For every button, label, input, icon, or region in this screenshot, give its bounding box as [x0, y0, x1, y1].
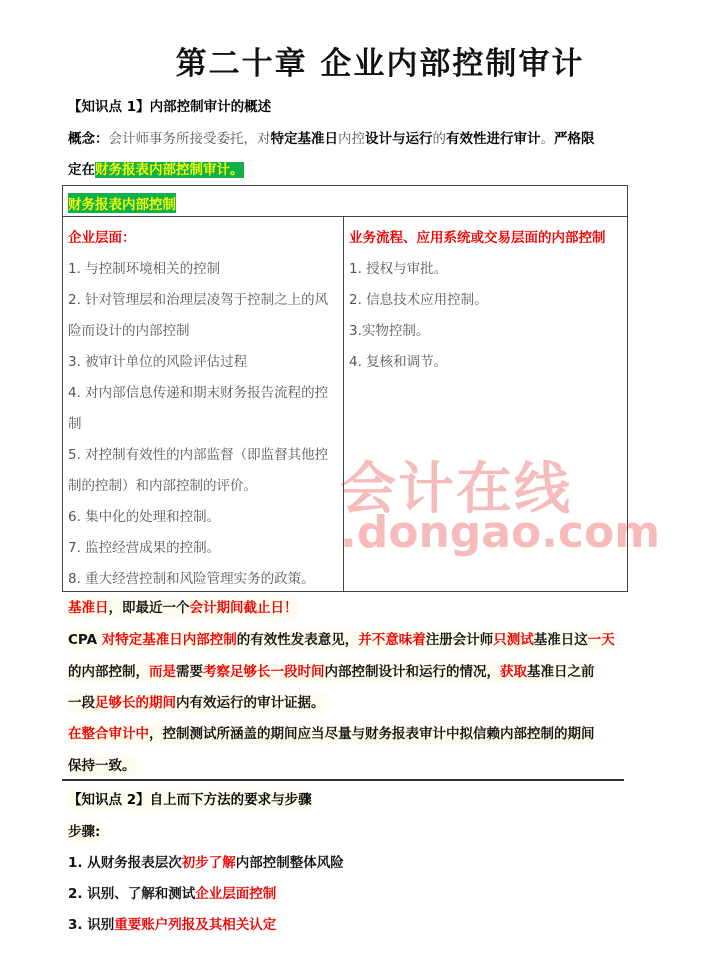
- text-segment: 设计与运行: [365, 131, 433, 147]
- text-segment: 足够长的期间: [95, 695, 176, 711]
- step-1: [68, 853, 344, 873]
- text-segment: 财务报表内部控制审计。: [95, 162, 244, 178]
- text-segment: 在整合审计中: [68, 726, 149, 742]
- text-segment: 内控: [338, 131, 365, 147]
- text-segment: 需要: [176, 664, 203, 680]
- paragraph-integrated-line-1: [68, 724, 595, 744]
- table-cell-line: 1. 授权与审批。: [349, 261, 448, 277]
- paragraph-base-date: [68, 598, 298, 618]
- text-segment: 而是: [149, 664, 176, 680]
- text-segment: 步骤:: [68, 824, 101, 840]
- text-segment: 。: [540, 131, 554, 147]
- step-2: [68, 884, 276, 904]
- table-cell-line: 2. 信息技术应用控制。: [349, 292, 488, 308]
- text-segment: 只测试: [493, 632, 534, 648]
- text-segment: 企业层面控制: [195, 886, 277, 902]
- knowledge-point-2-heading: [68, 790, 312, 810]
- text-segment: 有效性进行审计: [446, 131, 541, 147]
- text-segment: 重要账户列报及其相关认定: [114, 917, 277, 933]
- table-cell-line: 制的控制）和内部控制的评价。: [68, 478, 257, 494]
- text-segment: 保持一致。: [68, 758, 136, 774]
- text-segment: 特定基准日: [270, 131, 338, 147]
- process-level-title: 业务流程、应用系统或交易层面的内部控制: [349, 230, 606, 246]
- text-segment: 内部控制整体风险: [235, 855, 344, 871]
- table-cell-line: 3. 被审计单位的风险评估过程: [68, 354, 248, 370]
- table-cell-line: 7. 监控经营成果的控制。: [68, 540, 221, 556]
- table-cell-line: 制: [68, 416, 82, 432]
- table-cell-line: 4. 复核和调节。: [349, 354, 448, 370]
- text-segment: 2. 识别、了解和测试: [68, 886, 196, 902]
- text-segment: 内有效运行的审计证据。: [176, 695, 325, 711]
- text-segment: CPA: [68, 632, 102, 648]
- steps-label: [68, 822, 100, 842]
- table-cell-line: 险而设计的内部控制: [68, 323, 190, 339]
- internal-control-table: [62, 185, 628, 592]
- entity-level-column: [63, 216, 344, 591]
- paragraph-cpa-line-3: [68, 693, 325, 713]
- text-segment: 严格限: [554, 131, 595, 147]
- paragraph-cpa-line-2: [68, 662, 595, 682]
- text-segment: 会计师事务所接受委托，对: [108, 131, 271, 147]
- text-segment: 【知识点 1】内部控制审计的概述: [68, 99, 272, 115]
- table-header: 财务报表内部控制: [68, 193, 176, 213]
- process-level-column: [344, 216, 627, 591]
- text-segment: 一天: [587, 632, 615, 648]
- text-segment: 概念：: [68, 131, 109, 147]
- text-segment: 注册会计师: [425, 632, 494, 648]
- text-segment: 考察足够长一段时间: [203, 664, 325, 680]
- text-segment: 1. 从财务报表层次: [68, 855, 182, 871]
- text-segment: 对特定基准日内部控制: [101, 632, 237, 648]
- table-header-row: [63, 186, 627, 217]
- text-segment: 的有效性发表意见，: [236, 632, 359, 648]
- table-cell-line: 3.实物控制。: [349, 323, 430, 339]
- text-segment: 定在: [68, 162, 95, 178]
- table-cell-line: 2. 针对管理层和治理层凌驾于控制之上的风: [68, 292, 329, 308]
- paragraph-integrated-line-2: [68, 756, 136, 776]
- text-segment: 的内部控制，: [68, 664, 149, 680]
- text-segment: 的: [432, 131, 446, 147]
- text-segment: 基准日之前: [527, 664, 595, 680]
- table-cell-line: 1. 与控制环境相关的控制: [68, 261, 221, 277]
- text-segment: ，即最近一个: [108, 600, 190, 616]
- entity-level-title: 企业层面：: [68, 230, 136, 246]
- paragraph-cpa-line-1: [68, 630, 615, 650]
- text-segment: 并不意味着: [358, 632, 426, 648]
- text-segment: 会计期间截止日！: [189, 600, 298, 616]
- text-segment: 基准日: [68, 600, 109, 616]
- chapter-title: 第二十章 企业内部控制审计: [175, 46, 585, 82]
- table-cell-line: 5. 对控制有效性的内部监督（即监督其他控: [68, 447, 329, 463]
- table-cell-line: 4. 对内部信息传递和期末财务报告流程的控: [68, 385, 329, 401]
- text-segment: 3. 识别: [68, 917, 115, 933]
- text-segment: 内部控制设计和运行的情况，: [324, 664, 500, 680]
- concept-line-2: [68, 160, 244, 180]
- text-segment: 获取: [500, 664, 527, 680]
- step-3: [68, 915, 276, 935]
- text-segment: 【知识点 2】自上而下方法的要求与步骤: [68, 792, 312, 808]
- knowledge-point-1-heading: [68, 97, 271, 117]
- text-segment: 初步了解: [181, 855, 236, 871]
- concept-line-1: [68, 129, 595, 149]
- section-divider: [62, 779, 624, 781]
- text-segment: ，控制测试所涵盖的期间应当尽量与财务报表审计中拟信赖内部控制的期间: [149, 726, 595, 742]
- text-segment: 基准日这: [533, 632, 588, 648]
- text-segment: 一段: [68, 695, 95, 711]
- table-cell-line: 8. 重大经营控制和风险管理实务的政策。: [68, 571, 315, 587]
- table-cell-line: 6. 集中化的处理和控制。: [68, 509, 221, 525]
